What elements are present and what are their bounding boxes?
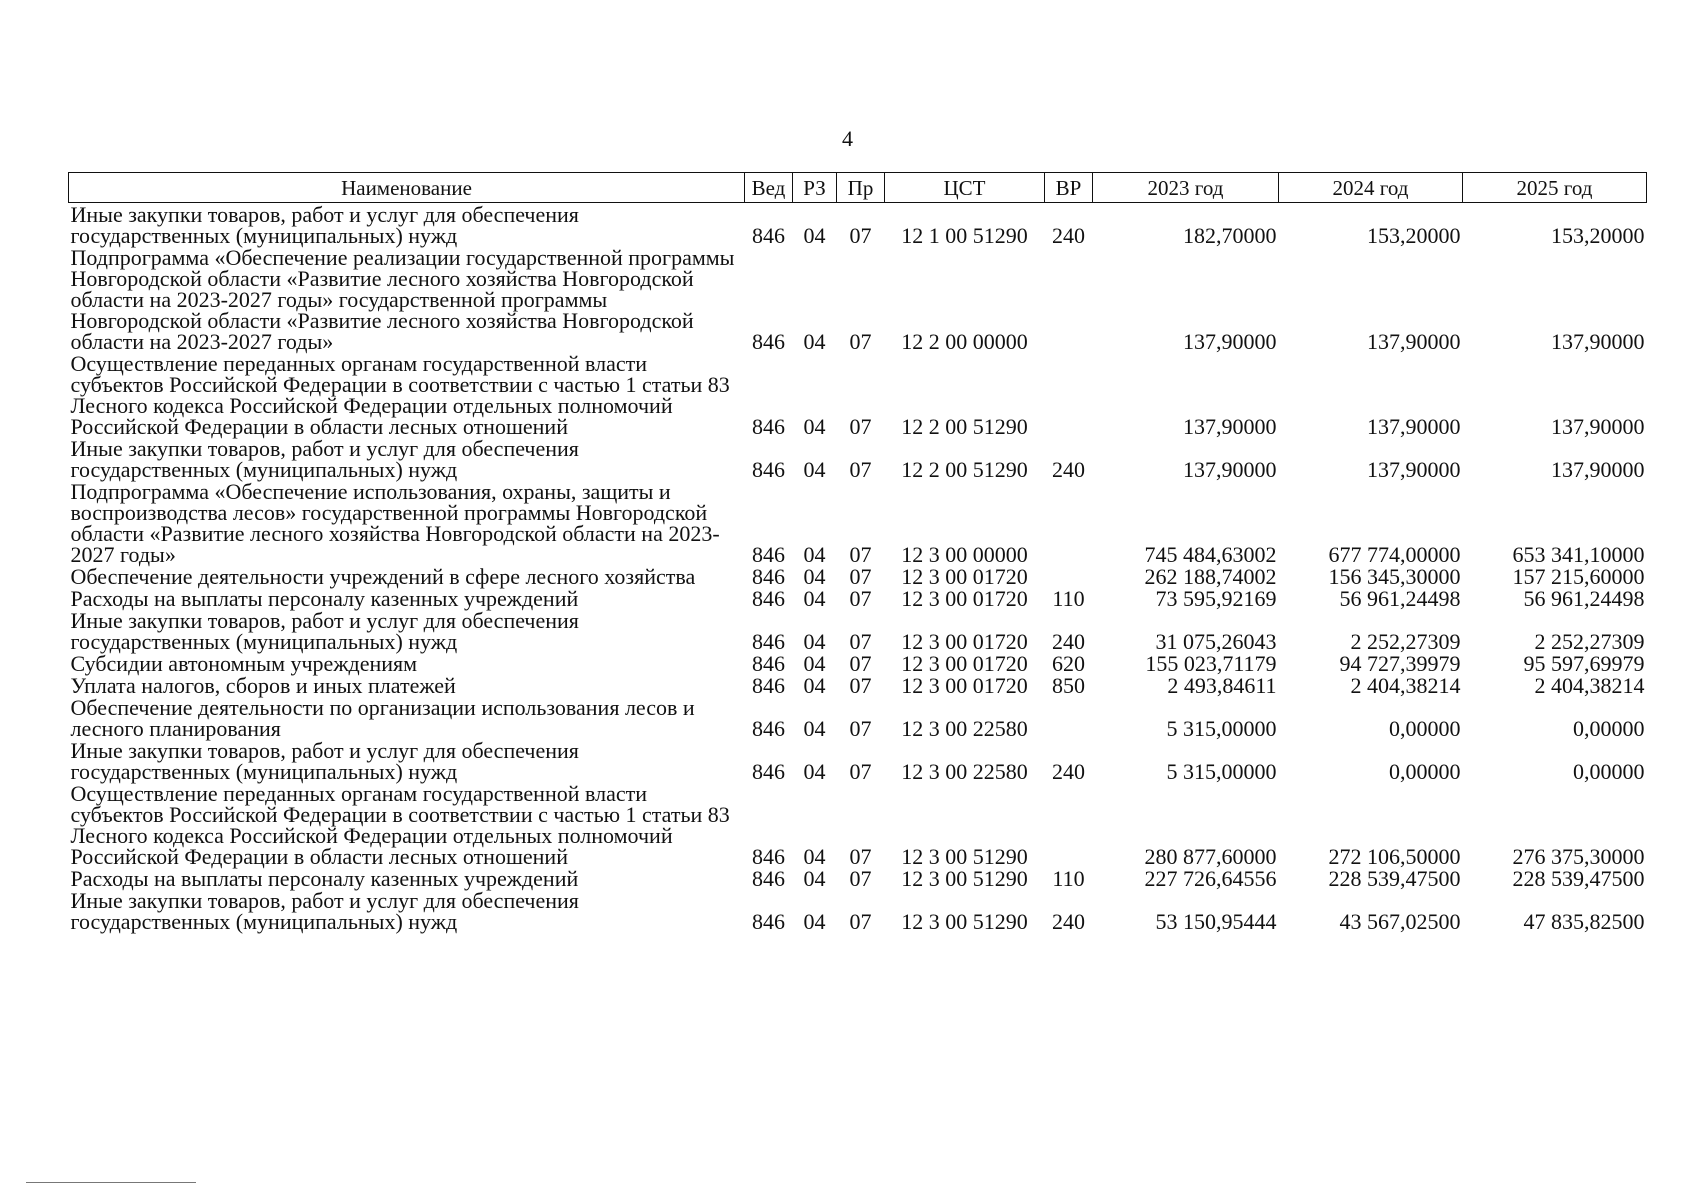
cell-name: Иные закупки товаров, работ и услуг для обеспечения государственных (муниципальных) нужд — [70, 608, 579, 654]
cell-vr: 110 — [1052, 586, 1085, 611]
cell-2023: 182,70000 — [1183, 223, 1277, 248]
cell-2024: 153,20000 — [1367, 223, 1461, 248]
header-2024: 2024 год — [1279, 173, 1463, 203]
table-row — [69, 437, 1647, 480]
cell-cst: 12 3 00 22580 — [901, 759, 1028, 784]
table-row — [69, 652, 1647, 674]
cell-cst: 12 3 00 01720 — [901, 586, 1028, 611]
table-row — [69, 867, 1647, 889]
cell-vr — [1045, 696, 1093, 739]
cell-ved: 846 — [752, 759, 785, 784]
cell-2024: 56 961,24498 — [1339, 586, 1461, 611]
cell-ved: 846 — [752, 909, 785, 934]
table-row — [69, 587, 1647, 609]
cell-rz: 04 — [803, 866, 826, 891]
table-row — [69, 480, 1647, 565]
cell-rz: 04 — [803, 844, 826, 869]
cell-cst: 12 1 00 51290 — [901, 223, 1028, 248]
cell-2025: 276 375,30000 — [1512, 844, 1645, 869]
cell-cst: 12 3 00 01720 — [901, 673, 1028, 698]
table-row — [69, 565, 1647, 587]
cell-2023: 155 023,71179 — [1145, 651, 1277, 676]
table-row — [69, 782, 1647, 867]
cell-vr — [1045, 565, 1093, 587]
cell-vr: 620 — [1052, 651, 1085, 676]
table-row — [69, 609, 1647, 652]
budget-table — [68, 172, 1647, 932]
cell-pr: 07 — [849, 629, 872, 654]
cell-2023: 137,90000 — [1183, 457, 1277, 482]
cell-cst: 12 3 00 22580 — [901, 716, 1028, 741]
cell-cst: 12 2 00 51290 — [901, 414, 1028, 439]
cell-2023: 5 315,00000 — [1166, 716, 1277, 741]
cell-ved: 846 — [752, 629, 785, 654]
cell-rz: 04 — [803, 629, 826, 654]
cell-2024: 2 252,27309 — [1350, 629, 1461, 654]
cell-pr: 07 — [849, 716, 872, 741]
cell-2025: 228 539,47500 — [1512, 866, 1645, 891]
cell-vr: 850 — [1052, 673, 1085, 698]
cell-2024: 94 727,39979 — [1339, 651, 1461, 676]
cell-name: Расходы на выплаты персоналу казенных учреждений — [70, 586, 579, 611]
cell-2025: 137,90000 — [1551, 329, 1645, 354]
cell-pr: 07 — [849, 586, 872, 611]
cell-2024: 43 567,02500 — [1339, 909, 1461, 934]
cell-cst: 12 3 00 01720 — [901, 651, 1028, 676]
cell-cst: 12 3 00 01720 — [901, 564, 1028, 589]
cell-2023: 53 150,95444 — [1155, 909, 1277, 934]
cell-2025: 56 961,24498 — [1523, 586, 1645, 611]
cell-pr: 07 — [849, 673, 872, 698]
cell-pr: 07 — [849, 542, 872, 567]
cell-cst: 12 3 00 51290 — [901, 844, 1028, 869]
cell-cst: 12 3 00 01720 — [901, 629, 1028, 654]
cell-2025: 137,90000 — [1551, 414, 1645, 439]
cell-rz: 04 — [803, 329, 826, 354]
cell-name: Иные закупки товаров, работ и услуг для обеспечения государственных (муниципальных) нужд — [70, 738, 579, 784]
table-row — [69, 352, 1647, 437]
cell-2024: 677 774,00000 — [1328, 542, 1461, 567]
cell-2025: 137,90000 — [1551, 457, 1645, 482]
cell-name: Подпрограмма «Обеспечение использования, охраны, защиты и воспроизводства лесов» государственной программы Новгородской области «Развитие лесного хозяйства Новгородской области на 2023-2027 годы» — [70, 479, 720, 567]
cell-2025: 157 215,60000 — [1512, 564, 1645, 589]
cell-2023: 73 595,92169 — [1155, 586, 1277, 611]
cell-name: Иные закупки товаров, работ и услуг для обеспечения государственных (муниципальных) нужд — [70, 202, 579, 248]
cell-2025: 0,00000 — [1573, 759, 1645, 784]
cell-2023: 5 315,00000 — [1166, 759, 1277, 784]
cell-2024: 0,00000 — [1389, 759, 1461, 784]
header-2023: 2023 год — [1093, 173, 1279, 203]
cell-rz: 04 — [803, 673, 826, 698]
table-header-row — [69, 173, 1647, 203]
cell-rz: 04 — [803, 651, 826, 676]
cell-pr: 07 — [849, 329, 872, 354]
cell-rz: 04 — [803, 909, 826, 934]
cell-cst: 12 3 00 51290 — [901, 866, 1028, 891]
table-row — [69, 246, 1647, 352]
cell-name: Обеспечение деятельности по организации использования лесов и лесного планирования — [70, 695, 695, 741]
cell-2023: 31 075,26043 — [1155, 629, 1277, 654]
cell-ved: 846 — [752, 329, 785, 354]
cell-pr: 07 — [849, 759, 872, 784]
cell-vr: 240 — [1052, 457, 1085, 482]
page-number: 4 — [842, 126, 853, 151]
cell-rz: 04 — [803, 564, 826, 589]
footer-rule — [26, 1182, 196, 1183]
cell-pr: 07 — [849, 651, 872, 676]
cell-vr: 240 — [1052, 223, 1085, 248]
cell-name: Расходы на выплаты персоналу казенных учреждений — [70, 866, 579, 891]
cell-name: Иные закупки товаров, работ и услуг для обеспечения государственных (муниципальных) нужд — [70, 888, 579, 934]
header-2025: 2025 год — [1463, 173, 1647, 203]
cell-ved: 846 — [752, 716, 785, 741]
cell-ved: 846 — [752, 651, 785, 676]
cell-pr: 07 — [849, 844, 872, 869]
cell-2024: 228 539,47500 — [1328, 866, 1461, 891]
cell-2025: 47 835,82500 — [1523, 909, 1645, 934]
cell-vr — [1045, 480, 1093, 565]
table-row — [69, 889, 1647, 932]
cell-2025: 153,20000 — [1551, 223, 1645, 248]
cell-2024: 137,90000 — [1367, 457, 1461, 482]
cell-rz: 04 — [803, 542, 826, 567]
cell-name: Уплата налогов, сборов и иных платежей — [70, 673, 456, 698]
cell-name: Осуществление переданных органам государственной власти субъектов Российской Федерации в соответствии с частью 1 статьи 83 Лесного кодекса Российской Федерации отдельных полномочий Российской Федерации в области лесных отношений — [70, 351, 730, 439]
header-cst: ЦСТ — [885, 173, 1045, 203]
cell-2025: 2 404,38214 — [1534, 673, 1645, 698]
cell-pr: 07 — [849, 457, 872, 482]
cell-ved: 846 — [752, 586, 785, 611]
cell-name: Обеспечение деятельности учреждений в сфере лесного хозяйства — [70, 564, 696, 589]
table-row — [69, 203, 1647, 247]
cell-2023: 262 188,74002 — [1144, 564, 1277, 589]
cell-2024: 0,00000 — [1389, 716, 1461, 741]
cell-ved: 846 — [752, 673, 785, 698]
cell-vr: 240 — [1052, 759, 1085, 784]
cell-rz: 04 — [803, 759, 826, 784]
cell-2024: 137,90000 — [1367, 414, 1461, 439]
cell-2025: 0,00000 — [1573, 716, 1645, 741]
cell-ved: 846 — [752, 564, 785, 589]
cell-cst: 12 2 00 51290 — [901, 457, 1028, 482]
cell-vr: 240 — [1052, 909, 1085, 934]
header-ved: Вед — [745, 173, 793, 203]
cell-2023: 137,90000 — [1183, 329, 1277, 354]
cell-pr: 07 — [849, 564, 872, 589]
cell-name: Иные закупки товаров, работ и услуг для обеспечения государственных (муниципальных) нужд — [70, 436, 579, 482]
cell-pr: 07 — [849, 414, 872, 439]
cell-rz: 04 — [803, 716, 826, 741]
cell-ved: 846 — [752, 414, 785, 439]
header-vr: ВР — [1045, 173, 1093, 203]
cell-2025: 2 252,27309 — [1534, 629, 1645, 654]
table-row — [69, 696, 1647, 739]
cell-2023: 745 484,63002 — [1144, 542, 1277, 567]
cell-vr — [1045, 352, 1093, 437]
cell-rz: 04 — [803, 457, 826, 482]
cell-cst: 12 3 00 00000 — [901, 542, 1028, 567]
cell-cst: 12 2 00 00000 — [901, 329, 1028, 354]
cell-pr: 07 — [849, 866, 872, 891]
cell-2023: 280 877,60000 — [1144, 844, 1277, 869]
cell-2025: 653 341,10000 — [1512, 542, 1645, 567]
table-row — [69, 674, 1647, 696]
table-row — [69, 739, 1647, 782]
cell-cst: 12 3 00 51290 — [901, 909, 1028, 934]
cell-2024: 2 404,38214 — [1350, 673, 1461, 698]
cell-ved: 846 — [752, 844, 785, 869]
cell-ved: 846 — [752, 542, 785, 567]
header-pr: Пр — [837, 173, 885, 203]
cell-pr: 07 — [849, 223, 872, 248]
cell-ved: 846 — [752, 866, 785, 891]
cell-2023: 227 726,64556 — [1144, 866, 1277, 891]
cell-2023: 2 493,84611 — [1167, 673, 1277, 698]
cell-2024: 272 106,50000 — [1328, 844, 1461, 869]
cell-vr — [1045, 782, 1093, 867]
cell-name: Подпрограмма «Обеспечение реализации государственной программы Новгородской области «Развитие лесного хозяйства Новгородской области на 2023-2027 годы» государственной программы Новгородской области «Развитие лесного хозяйства Новгородской области на 2023-2027 годы» — [70, 245, 735, 354]
cell-vr — [1045, 246, 1093, 352]
cell-ved: 846 — [752, 223, 785, 248]
cell-name: Субсидии автономным учреждениям — [70, 651, 418, 676]
cell-2024: 137,90000 — [1367, 329, 1461, 354]
cell-2025: 95 597,69979 — [1523, 651, 1645, 676]
cell-vr: 110 — [1052, 866, 1085, 891]
cell-ved: 846 — [752, 457, 785, 482]
table-body — [69, 203, 1647, 933]
cell-pr: 07 — [849, 909, 872, 934]
cell-2023: 137,90000 — [1183, 414, 1277, 439]
cell-name: Осуществление переданных органам государственной власти субъектов Российской Федерации в соответствии с частью 1 статьи 83 Лесного кодекса Российской Федерации отдельных полномочий Российской Федерации в области лесных отношений — [70, 781, 730, 869]
header-rz: РЗ — [793, 173, 837, 203]
header-name: Наименование — [69, 173, 745, 203]
cell-2024: 156 345,30000 — [1328, 564, 1461, 589]
cell-rz: 04 — [803, 586, 826, 611]
cell-vr: 240 — [1052, 629, 1085, 654]
cell-rz: 04 — [803, 223, 826, 248]
cell-rz: 04 — [803, 414, 826, 439]
